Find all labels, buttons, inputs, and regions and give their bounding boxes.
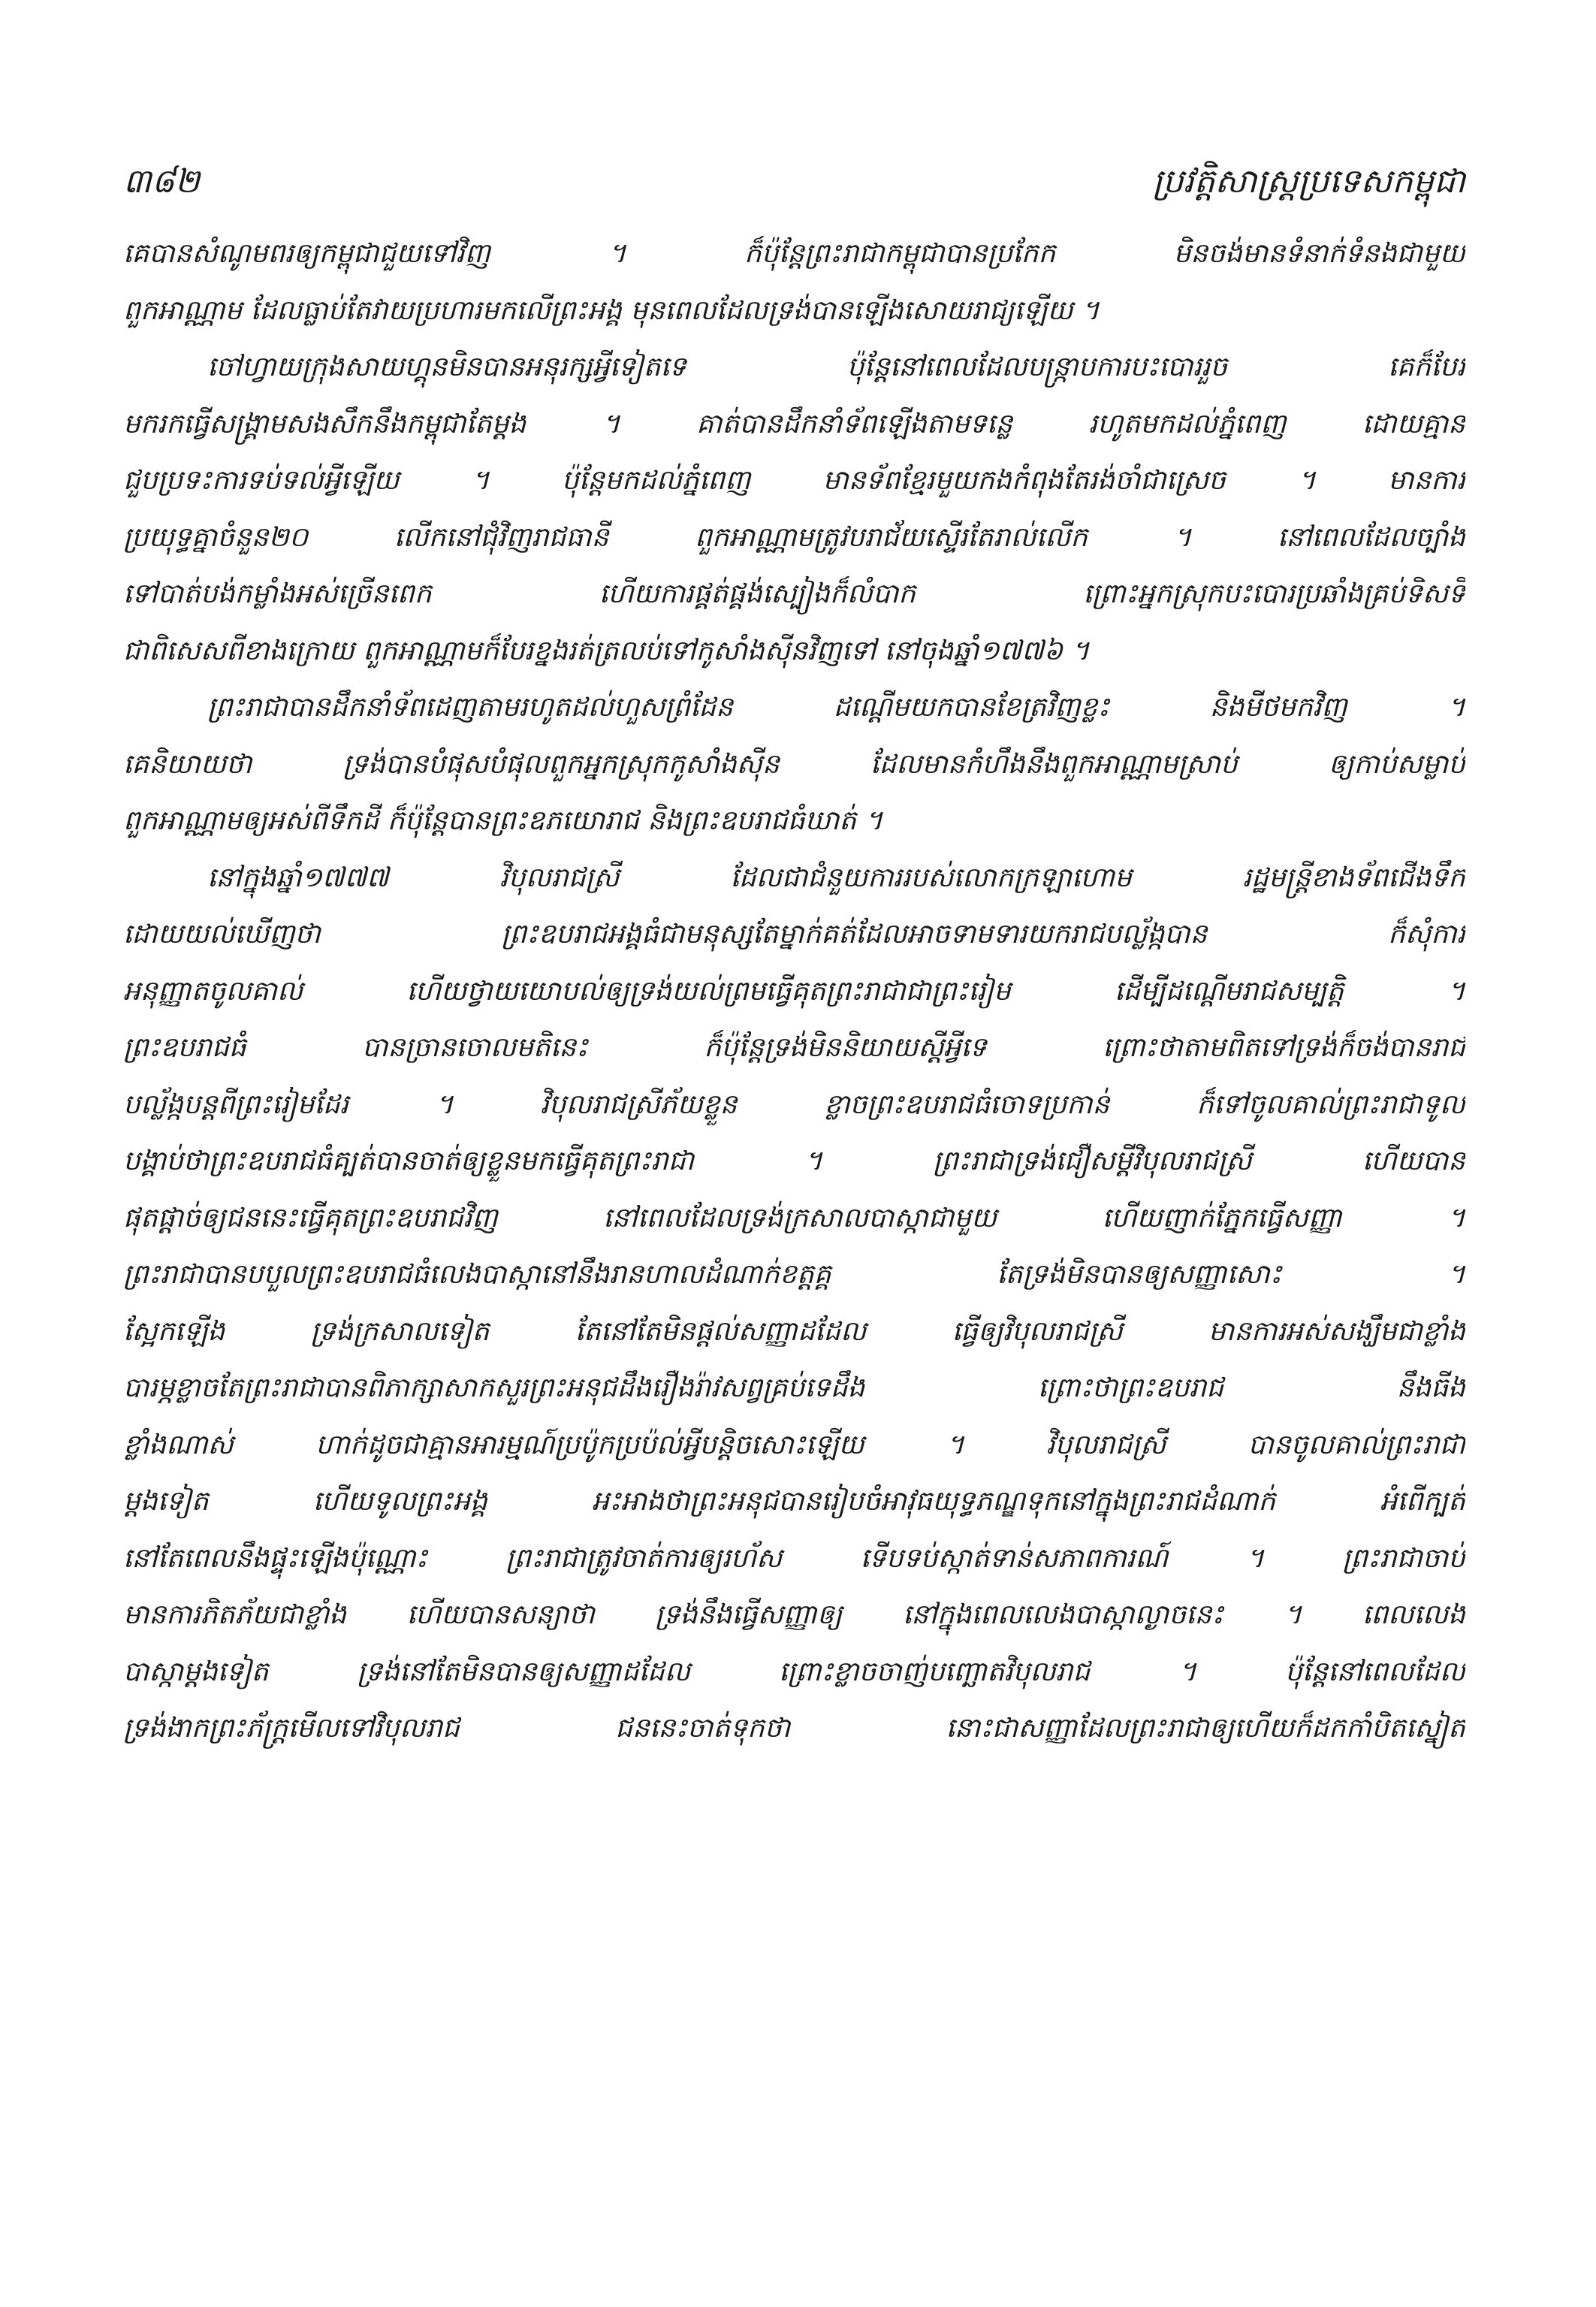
text-line: ទៅបាត់បង់កម្លាំងអស់ច្រើនពេក ហើយការផ្គត់ផ្គង់ស្បៀងក៏លំបាក ព្រោះអ្នកស្រុកបះបោរប្រឆាំងគ្រប់ទិសទី [123, 578, 1465, 609]
text-line: បាស្កាម្តងទៀត ទ្រង់នៅតែមិនបានឲ្យសញ្ញាដដែល ព្រោះខ្លាចចាញ់បញ្ឆោតវិបុលរាជ ។ ប៉ុន្តែនៅពេលដែល [123, 1656, 1465, 1687]
text-line: ព្រះរាជាបានបបួលព្រះឧបរាជធំលេងបាស្កានៅនឹងរានហាលដំណាក់ខត្តគ្គ តែទ្រង់មិនបានឲ្យសញ្ញាសោះ ។ [123, 1259, 1465, 1290]
text-line: ព្រះរាជាបានដឹកនាំទ័ពដេញតាមរហូតដល់ហួសព្រំដែន ដណ្តើមយកបានខែត្រវិញខ្លះ និងមីថមកវិញ ។ [207, 692, 1465, 723]
text-line: ទ្រង់ងាកព្រះភ័ក្ត្រមើលទៅវិបុលរាជ ជននេះចាត់ទុកថា នោះជាសញ្ញាដែលព្រះរាជាឲ្យហើយក៏ដកកាំបិតស្នៀត [123, 1713, 1465, 1744]
body-text [123, 225, 1465, 2157]
running-title: ប្រវត្តិសាស្ត្រប្រទេសកម្ពុជា [1152, 162, 1465, 201]
text-line: ផុតផ្តាច់ឲ្យជននេះធ្វើគុតព្រះឧបរាជវិញ នៅពេលដែលទ្រង់ក្រសាលបាស្កាជាមួយ ហើយញាក់ភ្នែកធ្វើសញ្ញា ។ [123, 1202, 1465, 1234]
text-line: ដោយយល់ឃើញថា ព្រះឧបរាជអង្គធំជាមនុស្សតែម្នាក់គត់ដែលអាចទាមទារយករាជបល្ល័ង្កបាន ក៏សុំការ [123, 919, 1465, 950]
text-line: នៅតែពេលនឹងផ្ទុះឡើងប៉ុណ្ណោះ ព្រះរាជាត្រូវចាត់ការឲ្យរហ័ស ទើបទប់ស្កាត់ទាន់សភាពការណ៍ ។ ព្រះរាជាចាប់ [123, 1542, 1465, 1574]
page-number: ៣៨២ [123, 162, 201, 201]
text-line: ព្រះឧបរាជធំ បានច្រានចោលមតិនេះ ក៏ប៉ុន្តែទ្រង់មិននិយាយស្តីអ្វីទេ ព្រោះថាតាមពិតទៅទ្រង់ក៏ចង់បានរាជ [123, 1032, 1465, 1063]
text-line: មករកធ្វើសង្គ្រាមសងសឹកនឹងកម្ពុជាតែម្តង ។ គាត់បានដឹកនាំទ័ពឡើងតាមទន្លេ រហូតមកដល់ភ្នំពេញ ដោយគ្មាន [123, 408, 1465, 439]
text-line: អនុញ្ញាតចូលគាល់ ហើយថ្វាយយោបល់ឲ្យទ្រង់យល់ព្រមធ្វើគុតព្រះរាជាជាព្រះរៀម ដើម្បីដណ្តើមរាជសម្បត្តិ ។ [123, 975, 1465, 1007]
text-line: គេនិយាយថា ទ្រង់បានបំផុសបំផុលពួកអ្នកស្រុកកូសាំងស៊ីន ដែលមានកំហឹងនឹងពួកអាណ្ណាមស្រាប់ ឲ្យកាប់សម្លាប់ [123, 748, 1465, 780]
text-line: គេបានសំណូមពរឲ្យកម្ពុជាជួយទៅវិញ ។ ក៏ប៉ុន្តែព្រះរាជាកម្ពុជាបានប្រកែក មិនចង់មានទំនាក់ទំនងជាមួយ [123, 238, 1465, 269]
paragraph-4 [123, 850, 1465, 1757]
text-line: ខ្លាំងណាស់ ហាក់ដូចជាគ្មានអារម្មណ៍ប្រប៉ូកប្រប៉ល់អ្វីបន្តិចសោះឡើយ ។ វិបុលរាជស្រី បានចូលគាល់ព្រះរាជា [123, 1429, 1465, 1460]
text-line: ជួបប្រទះការទប់ទល់អ្វីឡើយ ។ ប៉ុន្តែមកដល់ភ្នំពេញ មានទ័ពខ្មែរមួយកងកំពុងតែរង់ចាំជាស្រេច ។ មានការ [123, 465, 1465, 496]
text-line: ស្អែកឡើង ទ្រង់ក្រសាលទៀត តែនៅតែមិនផ្តល់សញ្ញាដដែល ធ្វើឲ្យវិបុលរាជស្រី មានការអស់សង្ឃឹមជាខ្លាំង [123, 1315, 1465, 1347]
text-line: ម្តងទៀត ហើយទូលព្រះអង្គ អះអាងថាព្រះអនុជបានរៀបចំអាវុធយុទ្ធភណ្ឌទុកនៅក្នុងព្រះរាជដំណាក់ អំពើក្បត់ [123, 1486, 1465, 1517]
paragraph-2 [123, 339, 1465, 679]
text-line: បល្ល័ង្កបន្តពីព្រះរៀមដែរ ។ វិបុលរាជស្រីភ័យខ្លួន ខ្លាចព្រះឧបរាជធំចោទប្រកាន់ ក៏ទៅចូលគាល់ព្រះរាជាទូល [123, 1089, 1465, 1120]
text-line: ពួកអាណ្ណាមឲ្យអស់ពីទឹកដី ក៏ប៉ុន្តែបានព្រះឧភយោរាជ និងព្រះឧបរាជធំឃាត់ ។ [123, 805, 883, 836]
text-line: ចៅហ្វាយក្រុងសាយហ្គុនមិនបានអនុរក្សអ្វីទៀតទេ ប៉ុន្តែនៅពេលដែលបន្ក្រាបការបះបោររួច គេក៏បែរ [207, 352, 1465, 382]
text-line: នៅក្នុងឆ្នាំ១៧៧៧ វិបុលរាជស្រី ដែលជាជំនួយការរបស់លោកក្រឡាហោម រដ្ឋមន្ត្រីខាងទ័ពជើងទឹក [207, 862, 1465, 893]
text-line: បារម្ភខ្លាចតែព្រះរាជាបានពិភាក្សាសាកសួរព្រះអនុជដឹងរឿងរ៉ាវសព្វគ្រប់ទេដឹង ព្រោះថាព្រះឧបរាជ នឹងធីង [123, 1372, 1465, 1403]
text-line: ពួកអាណ្ណាម ដែលធ្លាប់តែវាយប្រហារមកលើព្រះអង្គ មុនពេលដែលទ្រង់បានឡើងសោយរាជ្យឡើយ ។ [123, 294, 1100, 326]
text-line: ជាពិសេសពីខាងក្រោយ ពួកអាណ្ណាមក៏បែរខ្នងរត់ត្រលប់ទៅកូសាំងស៊ីនវិញទៅ នៅចុងឆ្នាំ១៧៧៦ ។ [123, 635, 1090, 666]
text-line: បង្គាប់ថាព្រះឧបរាជធំគ្បត់បានចាត់ឲ្យខ្លួនមកធ្វើគុតព្រះរាជា ។ ព្រះរាជាទ្រង់ជឿសម្តីវិបុលរាជស្រី ហើយបាន [123, 1146, 1465, 1176]
text-line: ប្រយុទ្ធគ្នាចំនួន២០ លើកនៅជុំវិញរាជធានី ពួកអាណ្ណាមត្រូវបរាជ័យស្ទើរតែរាល់លើក ។ នៅពេលដែលច្បាំង [123, 521, 1465, 553]
page-header [123, 159, 1465, 204]
text-line: មានការភិតភ័យជាខ្លាំង ហើយបានសន្យាថា ទ្រង់នឹងធ្វើសញ្ញាឲ្យ នៅក្នុងពេលលេងបាស្កាល្ងាចនេះ ។ ពេលលេង [123, 1599, 1465, 1630]
paragraph-3 [123, 679, 1465, 850]
paragraph-1 [123, 225, 1465, 339]
